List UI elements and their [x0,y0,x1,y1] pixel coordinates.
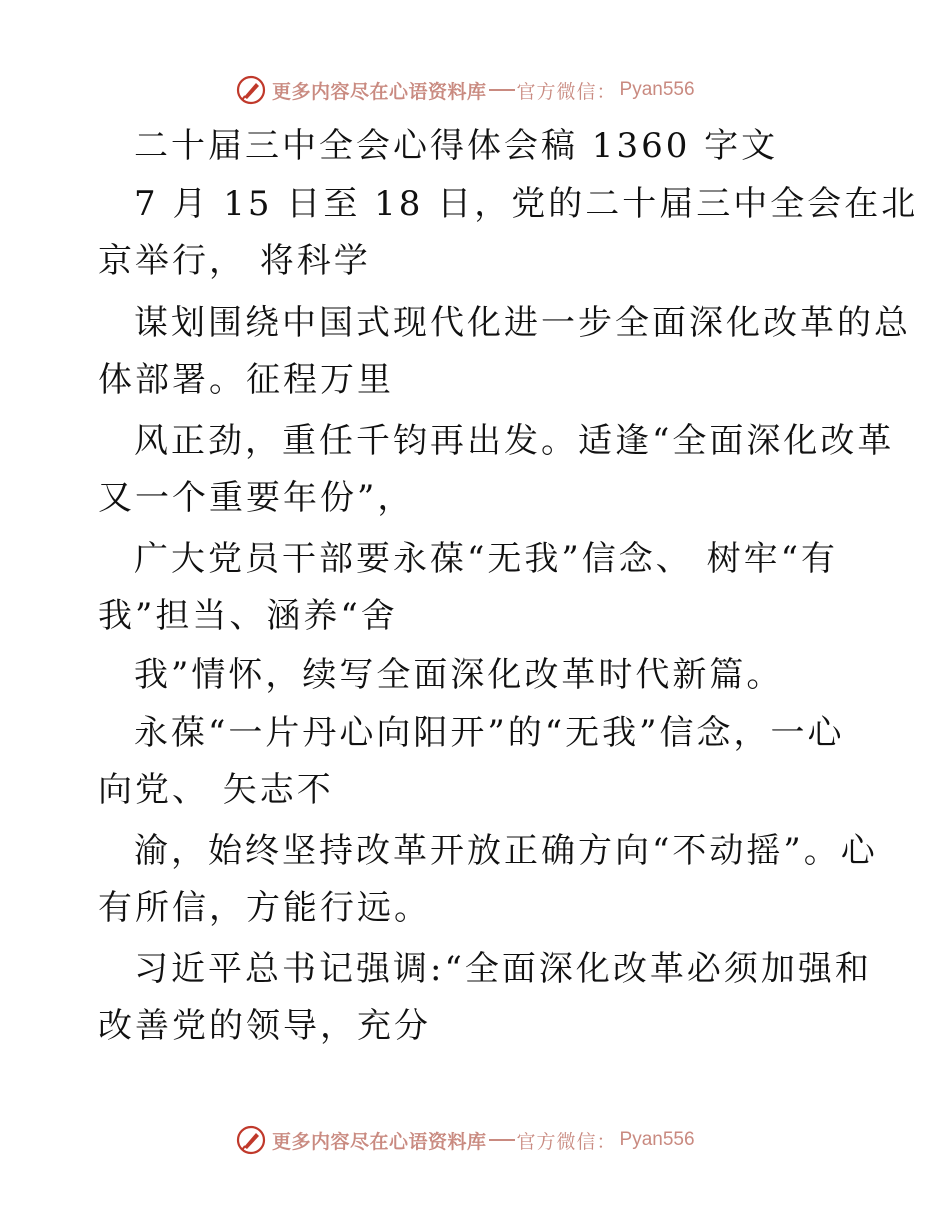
doc-line: 谋划围绕中国式现代化进一步全面深化改革的总 [134,303,911,343]
watermark-wechat-label: 官方微信 [516,80,597,103]
doc-line: 我”情怀，续写全面深化改革时代新篇。 [134,655,784,695]
footer-watermark [236,1124,695,1156]
doc-line: 渝，始终坚持改革开放正确方向“不动摇”。心 [134,831,878,871]
quill-logo-icon [236,75,266,105]
quill-logo-icon [236,1125,266,1155]
doc-line: 有所信，方能行远。 [98,888,431,928]
doc-line: 改善党的领导，充分 [98,1006,431,1046]
doc-line: 向党、 矢志不 [98,770,334,810]
watermark-dash [489,1139,515,1141]
doc-title: 二十届三中全会心得体会稿 1360 字文 [134,126,779,166]
doc-line: 7 月 15 日至 18 日，党的二十届三中全会在北 [134,184,919,224]
doc-line: 京举行， 将科学 [98,241,371,281]
watermark-colon: ： [596,80,616,103]
doc-line: 习近平总书记强调:“全面深化改革必须加强和 [134,949,872,989]
watermark-text: 更多内容尽在心语资料库 [272,80,487,103]
doc-line: 广大党员干部要永葆“无我”信念、 树牢“有 [134,539,838,579]
doc-line: 又一个重要年份”， [98,478,415,518]
doc-line: 永葆“一片丹心向阳开”的“无我”信念，一心 [134,713,845,753]
doc-line: 风正劲，重任千钧再出发。适逢“全面深化改革 [134,421,895,461]
doc-line: 体部署。征程万里 [98,360,394,400]
watermark-wechat-id: Pyan556 [619,79,695,100]
watermark-wechat-label: 官方微信 [516,1130,597,1153]
header-watermark [236,74,695,106]
watermark-dash [489,89,515,91]
watermark-wechat-id: Pyan556 [619,1129,695,1150]
doc-line: 我”担当、涵养“舍 [98,596,398,636]
watermark-colon: ： [596,1130,616,1153]
watermark-text: 更多内容尽在心语资料库 [272,1130,487,1153]
